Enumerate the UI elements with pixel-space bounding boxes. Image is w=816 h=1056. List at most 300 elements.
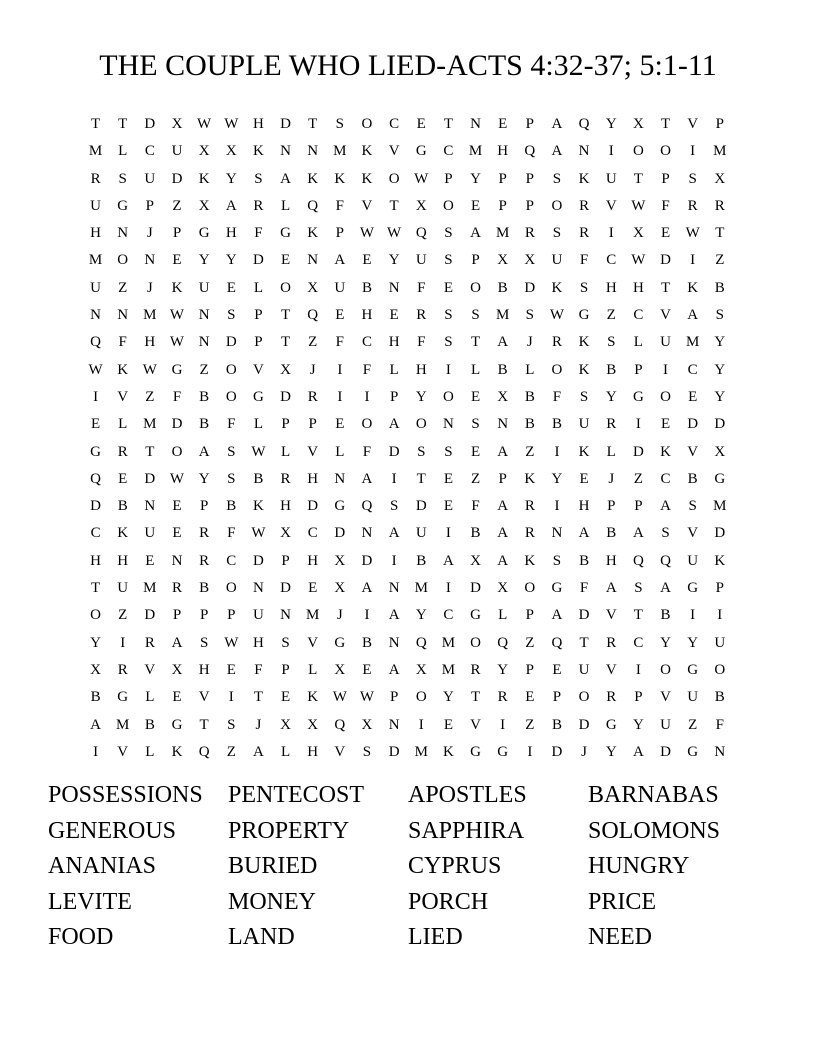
grid-letter: X <box>415 661 427 678</box>
grid-letter: W <box>88 361 103 378</box>
grid-letter: M <box>143 307 157 324</box>
grid-letter: P <box>281 552 290 569</box>
grid-letter: R <box>524 225 535 242</box>
word-list-item: CYPRUS <box>408 853 502 880</box>
grid-letter: D <box>252 252 264 269</box>
grid-letter: E <box>172 525 182 542</box>
grid-letter: A <box>497 443 509 460</box>
grid-letter: P <box>389 689 399 706</box>
grid-letter: I <box>120 634 126 651</box>
grid-letter: N <box>442 416 454 433</box>
grid-letter: P <box>444 170 453 187</box>
grid-letter: E <box>362 252 372 269</box>
grid-letter: O <box>660 661 671 678</box>
grid-letter: F <box>471 498 480 515</box>
grid-letter: M <box>414 580 428 597</box>
grid-letter: H <box>307 552 319 569</box>
grid-letter: A <box>470 225 481 242</box>
grid-letter: S <box>417 443 426 460</box>
grid-letter: G <box>415 143 427 160</box>
grid-letter: V <box>687 443 699 460</box>
grid-letter: S <box>444 443 453 460</box>
grid-letter: N <box>388 634 400 651</box>
grid-letter: S <box>227 716 236 733</box>
grid-letter: L <box>145 689 155 706</box>
grid-letter: B <box>714 279 725 296</box>
grid-letter: Y <box>415 607 427 624</box>
grid-letter: R <box>280 470 291 487</box>
grid-letter: X <box>470 552 481 569</box>
grid-letter: P <box>634 361 643 378</box>
grid-letter: Y <box>415 388 427 405</box>
grid-letter: S <box>444 225 453 242</box>
grid-letter: A <box>171 634 183 651</box>
grid-row <box>82 302 734 329</box>
grid-letter: F <box>362 443 372 460</box>
grid-letter: J <box>608 470 615 487</box>
grid-letter: O <box>90 607 101 624</box>
grid-letter: U <box>90 279 101 296</box>
grid-letter: I <box>608 225 614 242</box>
grid-letter: C <box>443 607 454 624</box>
grid-letter: F <box>227 525 236 542</box>
grid-letter: X <box>524 252 536 269</box>
grid-letter: V <box>388 143 400 160</box>
grid-letter: J <box>146 279 153 296</box>
grid-letter: A <box>497 334 509 351</box>
grid-letter: G <box>117 197 129 214</box>
grid-letter: O <box>714 661 726 678</box>
grid-letter: H <box>90 552 101 569</box>
grid-letter: P <box>525 197 534 214</box>
grid-letter: Y <box>198 470 210 487</box>
grid-letter: P <box>308 416 317 433</box>
grid-letter: N <box>117 307 129 324</box>
grid-letter: D <box>144 607 156 624</box>
grid-letter: X <box>225 143 237 160</box>
grid-letter: K <box>714 552 726 569</box>
grid-letter: B <box>144 716 155 733</box>
grid-row <box>82 357 734 384</box>
grid-letter: Q <box>497 634 509 651</box>
grid-row <box>82 411 734 438</box>
grid-letter: R <box>253 197 264 214</box>
grid-row <box>82 739 734 766</box>
grid-letter: N <box>280 143 291 160</box>
grid-letter: L <box>253 416 263 433</box>
grid-letter: R <box>606 634 617 651</box>
grid-letter: R <box>470 661 481 678</box>
grid-letter: N <box>334 470 346 487</box>
grid-letter: P <box>715 580 724 597</box>
grid-letter: E <box>308 580 318 597</box>
grid-letter: P <box>172 607 182 624</box>
grid-letter: I <box>717 607 723 624</box>
grid-letter: K <box>198 170 210 187</box>
grid-letter: K <box>361 143 373 160</box>
grid-letter: D <box>714 416 726 433</box>
grid-letter: S <box>661 525 670 542</box>
grid-letter: I <box>663 361 669 378</box>
grid-letter: B <box>606 525 617 542</box>
grid-letter: B <box>497 279 508 296</box>
grid-letter: P <box>254 307 263 324</box>
word-list-item: PENTECOST <box>228 782 365 808</box>
grid-letter: E <box>443 716 453 733</box>
grid-row <box>82 712 734 739</box>
grid-letter: I <box>364 607 370 624</box>
grid-letter: F <box>254 225 263 242</box>
grid-letter: Z <box>633 470 643 487</box>
grid-letter: B <box>416 552 427 569</box>
grid-letter: L <box>606 443 616 460</box>
grid-letter: P <box>172 225 182 242</box>
grid-letter: F <box>552 388 562 405</box>
grid-letter: N <box>470 116 481 132</box>
grid-letter: T <box>118 116 128 132</box>
grid-letter: H <box>307 470 319 487</box>
grid-letter: D <box>388 743 400 760</box>
grid-letter: T <box>470 334 481 351</box>
grid-letter: D <box>632 443 644 460</box>
grid-letter: D <box>524 279 536 296</box>
grid-letter: O <box>415 689 427 706</box>
grid-letter: B <box>361 634 372 651</box>
grid-letter: W <box>169 307 185 324</box>
grid-letter: D <box>307 498 319 515</box>
grid-letter: P <box>389 388 399 405</box>
grid-letter: Y <box>497 661 509 678</box>
grid-letter: A <box>252 743 264 760</box>
grid-letter: E <box>280 689 291 706</box>
grid-letter: K <box>551 279 563 296</box>
grid-letter: U <box>334 279 346 296</box>
grid-letter: V <box>605 607 617 624</box>
grid-letter: T <box>90 116 101 132</box>
grid-letter: W <box>197 116 212 132</box>
grid-letter: G <box>252 388 264 405</box>
grid-letter: E <box>498 116 508 132</box>
grid-letter: M <box>333 143 347 160</box>
grid-letter: H <box>252 634 264 651</box>
grid-letter: B <box>253 470 264 487</box>
grid-letter: L <box>280 743 291 760</box>
grid-letter: G <box>497 743 509 760</box>
grid-letter: A <box>497 552 509 569</box>
grid-letter: Z <box>715 252 725 269</box>
grid-letter: U <box>198 279 210 296</box>
grid-letter: R <box>497 689 508 706</box>
grid-letter: D <box>225 334 237 351</box>
grid-letter: M <box>441 661 456 678</box>
grid-letter: O <box>470 634 481 651</box>
grid-letter: V <box>144 661 156 678</box>
grid-letter: B <box>117 498 128 515</box>
grid-letter: E <box>688 388 698 405</box>
word-list-item: FOOD <box>48 924 114 951</box>
grid-letter: E <box>660 225 671 242</box>
grid-letter: U <box>117 580 129 597</box>
grid-letter: F <box>335 197 344 214</box>
grid-letter: U <box>578 416 590 433</box>
grid-letter: K <box>334 170 346 187</box>
grid-letter: O <box>442 197 454 214</box>
grid-letter: U <box>687 689 699 706</box>
word-list-item: HUNGRY <box>588 853 690 880</box>
grid-letter: P <box>525 661 534 678</box>
grid-letter: O <box>388 170 400 187</box>
grid-letter: G <box>687 743 699 760</box>
grid-letter: T <box>389 197 399 214</box>
grid-letter: X <box>280 361 291 378</box>
grid-letter: A <box>687 307 699 324</box>
grid-letter: U <box>660 716 671 733</box>
grid-letter: S <box>444 307 453 324</box>
grid-letter: M <box>88 143 103 160</box>
grid-letter: V <box>361 197 373 214</box>
grid-letter: I <box>93 388 99 405</box>
grid-letter: N <box>117 225 129 242</box>
grid-letter: U <box>660 334 671 351</box>
grid-letter: X <box>497 580 509 597</box>
grid-letter: A <box>388 416 400 433</box>
grid-letter: T <box>660 116 671 132</box>
grid-letter: I <box>445 361 451 378</box>
grid-letter: W <box>549 307 565 324</box>
grid-letter: Y <box>660 634 671 651</box>
grid-letter: G <box>171 716 183 733</box>
grid-letter: G <box>334 498 346 515</box>
grid-letter: H <box>605 552 617 569</box>
grid-row <box>82 138 734 165</box>
grid-letter: S <box>688 170 697 187</box>
grid-letter: M <box>116 716 130 733</box>
grid-letter: H <box>361 307 373 324</box>
grid-letter: S <box>552 225 562 242</box>
grid-letter: B <box>497 361 508 378</box>
grid-letter: Q <box>660 552 671 569</box>
grid-letter: L <box>280 443 291 460</box>
grid-letter: P <box>199 498 209 515</box>
grid-letter: C <box>633 634 644 651</box>
grid-letter: W <box>224 634 239 651</box>
grid-letter: M <box>685 334 700 351</box>
grid-letter: W <box>169 334 185 351</box>
grid-letter: E <box>280 252 291 269</box>
grid-letter: L <box>498 607 508 624</box>
grid-letter: A <box>660 580 671 597</box>
grid-letter: X <box>280 716 291 733</box>
grid-row <box>82 630 734 657</box>
grid-letter: E <box>172 498 182 515</box>
grid-letter: R <box>579 197 590 214</box>
grid-letter: F <box>118 334 127 351</box>
grid-letter: R <box>171 580 182 597</box>
grid-letter: K <box>687 279 699 296</box>
grid-letter: K <box>578 443 590 460</box>
grid-letter: A <box>551 116 563 132</box>
grid-letter: Z <box>145 388 155 405</box>
grid-letter: M <box>306 607 320 624</box>
grid-letter: G <box>470 743 481 760</box>
grid-letter: Z <box>525 443 535 460</box>
grid-letter: N <box>361 525 373 542</box>
grid-letter: H <box>144 334 156 351</box>
grid-letter: B <box>524 388 535 405</box>
grid-row <box>82 657 734 684</box>
grid-letter: O <box>171 443 183 460</box>
grid-letter: A <box>388 661 400 678</box>
grid-letter: C <box>90 525 101 542</box>
grid-letter: C <box>633 307 644 324</box>
grid-letter: J <box>581 743 588 760</box>
grid-letter: D <box>415 498 427 515</box>
grid-letter: S <box>118 170 127 187</box>
grid-letter: X <box>334 661 346 678</box>
grid-letter: X <box>497 252 509 269</box>
grid-letter: V <box>117 743 129 760</box>
grid-letter: F <box>417 279 426 296</box>
grid-letter: O <box>280 279 291 296</box>
grid-letter: A <box>551 607 563 624</box>
grid-letter: Y <box>551 470 563 487</box>
grid-letter: D <box>660 743 671 760</box>
grid-letter: P <box>661 170 670 187</box>
grid-letter: O <box>632 143 644 160</box>
grid-letter: N <box>144 498 156 515</box>
grid-letter: B <box>687 470 698 487</box>
grid-letter: V <box>687 525 699 542</box>
grid-letter: I <box>527 743 533 760</box>
grid-letter: M <box>143 580 157 597</box>
grid-letter: S <box>634 580 643 597</box>
word-list-item: MONEY <box>228 888 316 915</box>
grid-letter: Z <box>308 334 318 351</box>
grid-letter: B <box>361 279 372 296</box>
grid-letter: I <box>93 743 99 760</box>
grid-letter: V <box>660 307 671 324</box>
grid-letter: L <box>633 334 643 351</box>
grid-letter: K <box>252 143 264 160</box>
grid-letter: H <box>605 279 617 296</box>
word-list-item: SOLOMONS <box>588 817 721 844</box>
grid-letter: D <box>660 252 671 269</box>
grid-letter: R <box>687 197 698 214</box>
grid-letter: K <box>307 689 319 706</box>
grid-letter: E <box>389 307 399 324</box>
grid-letter: A <box>497 498 509 515</box>
grid-letter: E <box>443 470 453 487</box>
grid-row <box>82 166 734 193</box>
grid-letter: G <box>334 634 346 651</box>
word-list-item: LAND <box>228 924 295 951</box>
grid-letter: P <box>634 689 643 706</box>
grid-letter: R <box>416 307 427 324</box>
grid-letter: A <box>280 170 291 187</box>
grid-letter: M <box>468 143 483 160</box>
grid-letter: K <box>117 361 129 378</box>
grid-letter: H <box>415 361 427 378</box>
grid-row <box>82 220 734 247</box>
grid-letter: T <box>633 607 643 624</box>
grid-letter: O <box>117 252 129 269</box>
grid-letter: O <box>442 388 454 405</box>
grid-letter: R <box>714 197 725 214</box>
grid-row <box>82 493 734 520</box>
grid-letter: E <box>660 416 671 433</box>
grid-letter: E <box>416 116 426 132</box>
grid-letter: H <box>307 743 319 760</box>
grid-row <box>82 520 734 547</box>
grid-letter: E <box>443 279 453 296</box>
grid-letter: E <box>470 443 481 460</box>
grid-letter: B <box>90 689 101 706</box>
grid-letter: E <box>443 498 453 515</box>
grid-letter: S <box>471 307 480 324</box>
grid-letter: Y <box>198 252 210 269</box>
grid-letter: S <box>444 252 453 269</box>
grid-row <box>82 548 734 575</box>
grid-letter: I <box>228 689 234 706</box>
grid-letter: Y <box>714 334 726 351</box>
grid-letter: D <box>334 525 346 542</box>
grid-letter: A <box>388 525 400 542</box>
grid-letter: Q <box>307 307 319 324</box>
grid-letter: K <box>524 552 536 569</box>
grid-letter: R <box>551 334 562 351</box>
grid-letter: D <box>578 716 590 733</box>
grid-letter: I <box>635 661 641 678</box>
grid-letter: U <box>605 170 617 187</box>
grid-letter: V <box>687 116 699 132</box>
grid-letter: F <box>227 416 236 433</box>
grid-letter: E <box>172 689 182 706</box>
grid-letter: D <box>144 116 156 132</box>
grid-letter: S <box>389 498 399 515</box>
grid-letter: Z <box>199 361 209 378</box>
grid-letter: V <box>198 689 210 706</box>
grid-letter: X <box>334 580 346 597</box>
grid-row <box>82 575 734 602</box>
grid-letter: L <box>335 443 345 460</box>
grid-letter: W <box>169 470 185 487</box>
grid-letter: F <box>579 580 589 597</box>
grid-letter: P <box>525 116 534 132</box>
grid-letter: O <box>361 116 373 132</box>
grid-letter: D <box>388 443 400 460</box>
grid-letter: D <box>280 388 291 405</box>
grid-letter: N <box>714 743 726 760</box>
grid-letter: C <box>660 470 671 487</box>
grid-letter: G <box>632 388 644 405</box>
word-list-item: LEVITE <box>48 888 132 915</box>
grid-letter: S <box>335 116 344 132</box>
grid-letter: D <box>171 170 183 187</box>
grid-letter: Z <box>470 470 481 487</box>
grid-letter: Q <box>578 116 590 132</box>
word-list-item: BURIED <box>228 853 318 880</box>
word-list-item: POSSESSIONS <box>48 782 203 808</box>
grid-letter: P <box>281 416 290 433</box>
grid-letter: S <box>552 170 562 187</box>
word-list-item: PROPERTY <box>228 817 350 844</box>
grid-letter: V <box>605 661 617 678</box>
grid-letter: Y <box>442 689 454 706</box>
grid-letter: C <box>361 334 372 351</box>
grid-letter: H <box>578 498 590 515</box>
grid-letter: W <box>414 170 429 187</box>
grid-letter: M <box>441 634 456 651</box>
